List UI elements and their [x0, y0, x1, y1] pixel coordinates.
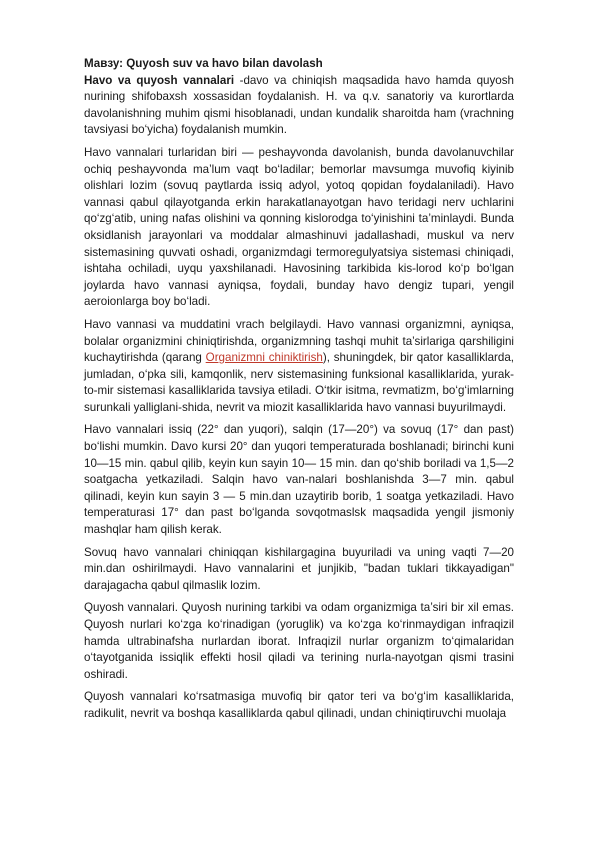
paragraph-3	[84, 317, 514, 417]
paragraph-5: Sovuq havo vannalari chiniqqan kishilargagina buyuriladi va uning vaqti 7—20 min.dan oshirilmaydi. Havo vannalarini et junjikib, "badan tuklari tikkayadigan" darajagacha qabul qilmaslik lozim.	[84, 545, 514, 592]
paragraph-3-after: ), shuningdek, bir qator kasalliklarda, jumladan, o‘pka sili, kamqonlik, nerv sistemasining funksional kasalliklarida, yurak-to-mir sistemasi kasalliklarida tavsiya etiladi. O‘tkir isitma, revmatizm, bo‘g‘imlarning surunkali yalliglani-shida, nevrit va miozit kasalliklarida havo vannasi buyurilmaydi.	[84, 351, 514, 414]
paragraph-4: Havo vannalari issiq (22° dan yuqori), salqin (17—20°) va sovuq (17° dan past) bo‘lishi mumkin. Davo kursi 20° dan yuqori temperaturada boshlanadi; birinchi kuni 10—15 min. qabul qilib, keyin kun sayin 10— 15 min. dan qo‘shib boriladi va 1,5—2 soatgacha yetkaziladi. Salqin havo van-nalari boshlanishda 3—7 min. qabul qilinadi, keyin kun sayin 3 — 5 min.dan uzaytirib borib, 1 soatga yetkaziladi. Havo temperaturasi 17° dan past bo‘lganda sovqotmaslsk maqsadida yengil jismoniy mashqlar ham qilish kerak.	[84, 423, 514, 537]
document-title: Мавзу: Quyosh suv va havo bilan davolash	[84, 57, 323, 70]
paragraph-1-text: -davo va chiniqish maqsadida havo hamda quyosh nurining shifobaxsh xossasidan foydalanish. H. va q.v. sanatoriy va kurortlarda davolanishning muhim qismi hisoblanadi, undan kundalik sharoitda ham (vrachning tavsiyasi bo‘yicha) foydalanish mumkin.	[84, 73, 514, 137]
paragraph-3-before: Havo vannasi va muddatini vrach belgilaydi. Havo vannasi organizmni, ayniqsa, bolalar organizmini chiniqtirishda, organizmning tashqi muhit ta’sirlariga qarshiligini kuchaytirishda (qarang	[84, 317, 514, 365]
paragraph-1	[84, 73, 514, 139]
paragraph-2: Havo vannalari turlaridan biri — peshayvonda davolanish, bunda davolanuvchilar ochiq peshayvonda ma’lum vaqt bo‘ladilar; bemorlar mavsumga muvofiq kiyinib olishlari lozim (sovuq paytlarda issiq adyol, yotoq qopidan foydalaniladi). Havo vannasi qabul qilayotganda erkin harakatlanayotgan havo teridagi nerv uchlarini qo‘zg‘atib, uning nafas olishini va qonning kislorodga to‘yinishini ta’minlaydi. Bunda oksidlanish jarayonlari va moddalar almashinuvi jadallashadi, muskul va nerv sistemasining quvvati oshadi, organizmdagi termoregulyatsiya sistemasi chiniqadi, ishtaha ochiladi, uyqu yaxshilanadi. Havosining tarkibida kis-lorod ko‘p bo‘lgan joylarda havo vannasi ayniqsa, foydali, bunday havo dengiz tupari, yengil aeroionlarga boy bo‘ladi.	[84, 145, 514, 309]
organizm-chiniktirish-link[interactable]: Organizmni chiniktirish	[205, 351, 323, 365]
paragraph-6: Quyosh vannalari. Quyosh nurining tarkibi va odam organizmiga ta’siri bir xil emas. Quyosh nurlari ko‘zga ko‘rinadigan (yoruglik) va ko‘zga ko‘rinmaydigan infraqizil hamda ultrabinafsha nurlardan iborat. Infraqizil nurlar organizm to‘qimalaridan o‘tayotganida issiqlik effekti hosil qiladi va terining nurla-nayotgan qismi trasini oshiradi.	[84, 601, 514, 681]
paragraph-7: Quyosh vannalari ko‘rsatmasiga muvofiq bir qator teri va bo‘g‘im kasalliklarida, radikulit, nevrit va boshqa kasalliklarda qabul qilinadi, undan chiniqtiruvchi muolaja	[84, 690, 514, 720]
paragraph-1-lead: Havo va quyosh vannalari	[84, 73, 235, 87]
